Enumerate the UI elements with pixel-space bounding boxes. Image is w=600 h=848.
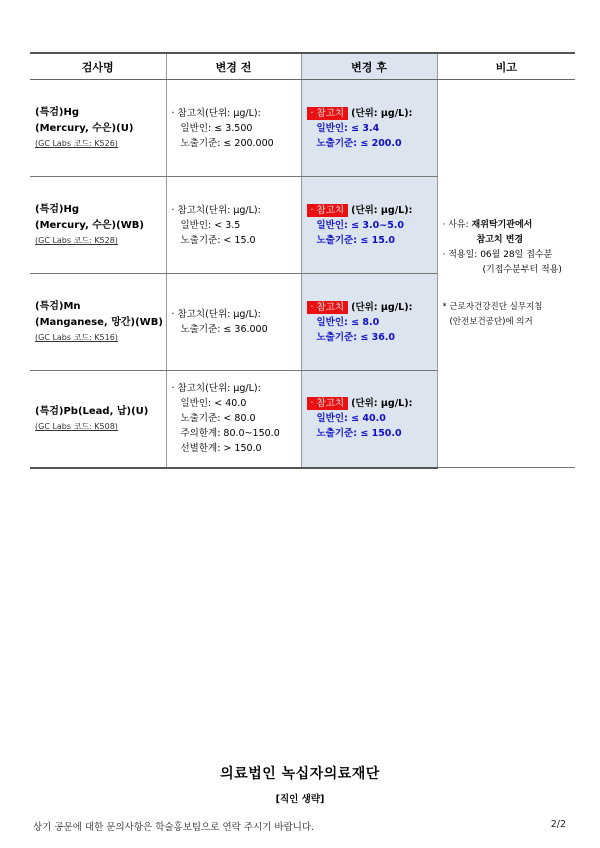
before-cell (166, 80, 301, 177)
test-name-cell (30, 177, 166, 274)
before-line: 일반인: < 3.5 (180, 219, 241, 231)
test-name-line2: (Mercury, 수은)(U) (35, 123, 134, 134)
test-name-line2: (Manganese, 망간)(WB) (35, 317, 163, 328)
before-line: 노출기준: ≤ 36.000 (180, 324, 268, 335)
after-line: 일반인: ≤ 3.0~5.0 (316, 219, 405, 231)
header-test-name: 검사명 (30, 53, 166, 80)
organization-name: 의료법인 녹십자의료재단 (220, 766, 380, 782)
before-line: · 참고치(단위: µg/L): (171, 383, 261, 395)
after-line: 노출기준: ≤ 15.0 (316, 234, 396, 246)
note-apply-cont: (기접수분부터 적용) (482, 264, 562, 275)
after-line: 일반인: ≤ 3.4 (316, 122, 380, 134)
reference-badge: · 참고치 (307, 107, 349, 120)
test-code: (GC Labs 코드: K516) (35, 333, 118, 342)
after-cell (301, 274, 437, 371)
test-name-line1: (특검)Mn (35, 301, 81, 312)
note-reason: · 사유: 재위탁기관에서 (442, 219, 533, 230)
page-number: 2/2 (550, 819, 566, 830)
note-reason-cont: 참고치 변경 (476, 234, 524, 245)
after-line: 노출기준: ≤ 36.0 (316, 331, 396, 343)
header-before: 변경 전 (166, 53, 301, 80)
after-line: 일반인: ≤ 40.0 (316, 413, 386, 425)
after-cell (301, 177, 437, 274)
after-cell (301, 371, 437, 468)
test-code: (GC Labs 코드: K526) (35, 139, 118, 148)
reference-badge: · 참고치 (307, 301, 349, 314)
test-code: (GC Labs 코드: K508) (35, 421, 118, 431)
note-reference: * 근로자건강진단 실무지침 (442, 301, 543, 312)
header-after: 변경 후 (301, 53, 437, 80)
before-line: 노출기준: ≤ 200.000 (180, 137, 274, 149)
before-line: · 참고치(단위: µg/L): (171, 204, 261, 216)
before-cell (166, 274, 301, 371)
before-line: 노출기준: < 15.0 (180, 234, 256, 246)
test-name-cell (30, 80, 166, 177)
after-unit: (단위: µg/L): (351, 301, 413, 313)
test-name-line1: (특검)Pb(Lead, 납)(U) (35, 405, 149, 417)
after-unit: (단위: µg/L): (351, 398, 413, 410)
test-name-cell (30, 371, 166, 468)
before-line: 일반인: < 40.0 (180, 398, 247, 410)
seal-omitted-label: [직인 생략] (275, 794, 325, 805)
test-code: (GC Labs 코드: K528) (35, 236, 118, 245)
table-row (30, 80, 575, 177)
before-line: 주의한계: 80.0~150.0 (180, 428, 280, 440)
before-cell (166, 371, 301, 468)
after-unit: (단위: µg/L): (351, 204, 413, 216)
note-reference-cont: (안전보건공단)에 의거 (449, 316, 533, 327)
before-line: 일반인: ≤ 3.500 (180, 122, 253, 134)
after-line: 노출기준: ≤ 200.0 (316, 137, 402, 149)
test-name-line1: (특검)Hg (35, 204, 79, 215)
note-cell (437, 80, 575, 468)
reference-badge: · 참고치 (307, 204, 349, 217)
after-cell (301, 80, 437, 177)
after-line: 노출기준: ≤ 150.0 (316, 428, 402, 440)
contact-note: 상기 공문에 대한 문의사항은 학술홍보팀으로 연락 주시기 바랍니다. (33, 822, 315, 833)
header-note: 비고 (437, 53, 575, 80)
test-name-cell (30, 274, 166, 371)
before-line: 선별한계: > 150.0 (180, 443, 262, 455)
test-name-line2: (Mercury, 수은)(WB) (35, 220, 144, 231)
before-line: 노출기준: < 80.0 (180, 413, 256, 425)
reference-change-table (30, 52, 575, 469)
before-line: · 참고치(단위: µg/L): (171, 309, 261, 320)
before-cell (166, 177, 301, 274)
reference-badge: · 참고치 (307, 397, 349, 410)
test-name-line1: (특검)Hg (35, 107, 79, 118)
before-line: · 참고치(단위: µg/L): (171, 107, 261, 119)
after-line: 일반인: ≤ 8.0 (316, 316, 380, 328)
note-apply-date: · 적용일: 06월 28일 접수분 (442, 249, 553, 260)
after-unit: (단위: µg/L): (351, 107, 413, 119)
